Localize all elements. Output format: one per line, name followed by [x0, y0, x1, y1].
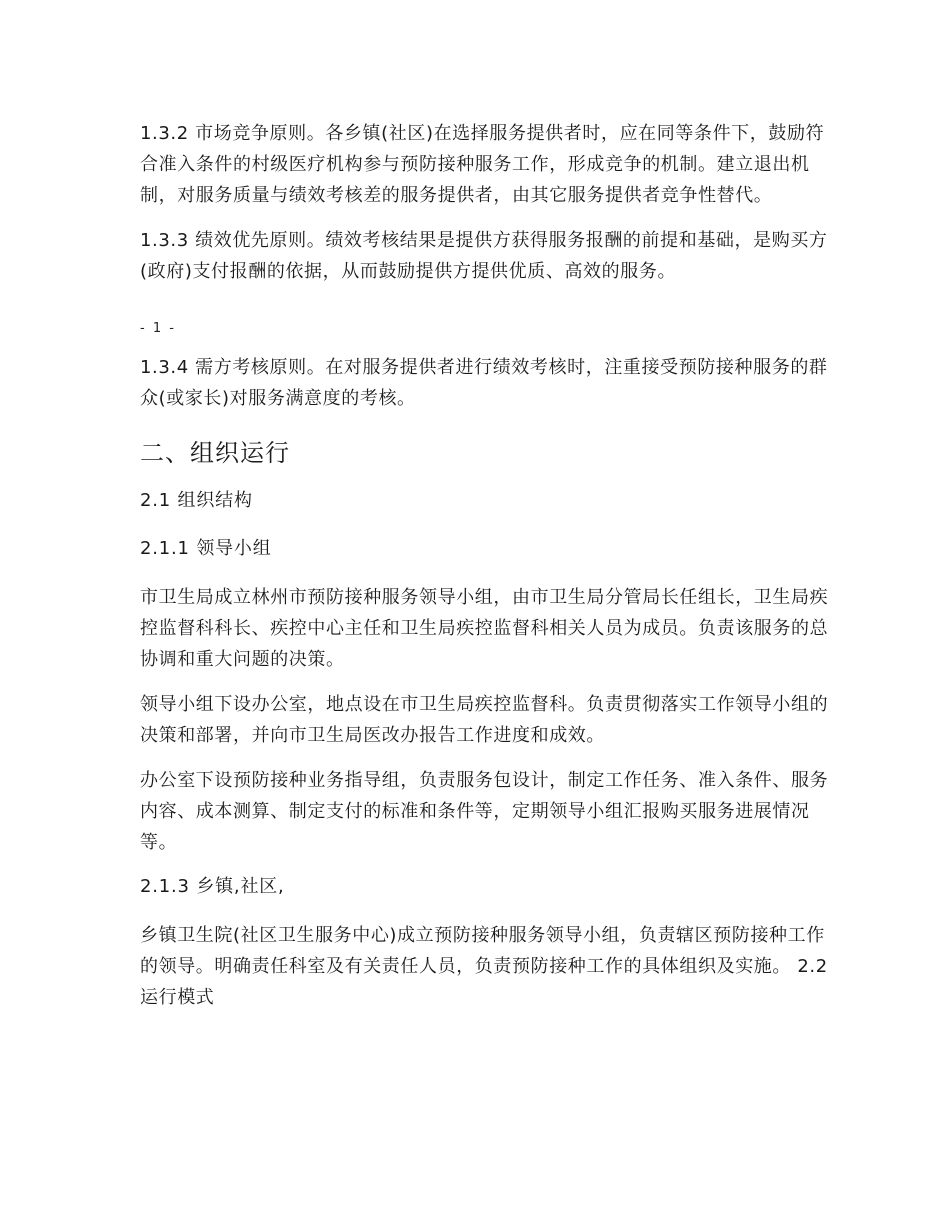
- subheading-2-1: 2.1 组织结构: [140, 490, 253, 511]
- section-title-organization: 二、组织运行: [140, 439, 290, 467]
- paragraph-township: 乡镇卫生院(社区卫生服务中心)成立预防接种服务领导小组，负责辖区预防接种工作的领导。明确责任科室及有关责任人员，负责预防接种工作的具体组织及实施。 2.2 运行模式: [140, 925, 828, 1008]
- paragraph-leader-group: 市卫生局成立林州市预防接种服务领导小组，由市卫生局分管局长任组长，卫生局疾控监督科科长、疾控中心主任和卫生局疾控监督科相关人员为成员。负责该服务的总协调和重大问题的决策。: [140, 587, 829, 670]
- paragraph-1-3-2: 1.3.2 市场竞争原则。各乡镇(社区)在选择服务提供者时，应在同等条件下，鼓励符合准入条件的村级医疗机构参与预防接种服务工作，形成竞争的机制。建立退出机制，对服务质量与绩效考核差的服务提供者，由其它服务提供者竞争性替代。: [140, 123, 825, 206]
- paragraph-guidance-group: 办公室下设预防接种业务指导组，负责服务包设计，制定工作任务、准入条件、服务内容、成本测算、制定支付的标准和条件等，定期领导小组汇报购买服务进展情况等。: [140, 770, 829, 853]
- paragraph-office: 领导小组下设办公室，地点设在市卫生局疾控监督科。负责贯彻落实工作领导小组的决策和部署，并向市卫生局医改办报告工作进度和成效。: [140, 694, 829, 746]
- paragraph-1-3-3: 1.3.3 绩效优先原则。绩效考核结果是提供方获得服务报酬的前提和基础，是购买方(政府)支付报酬的依据，从而鼓励提供方提供优质、高效的服务。: [140, 230, 828, 282]
- page-number: - 1 -: [140, 321, 176, 336]
- subheading-2-1-1: 2.1.1 领导小组: [140, 538, 272, 559]
- document-page: [140, 118, 840, 1027]
- subheading-2-1-3: 2.1.3 乡镇,社区,: [140, 876, 285, 897]
- paragraph-1-3-4: 1.3.4 需方考核原则。在对服务提供者进行绩效考核时，注重接受预防接种服务的群众(或家长)对服务满意度的考核。: [140, 357, 828, 409]
